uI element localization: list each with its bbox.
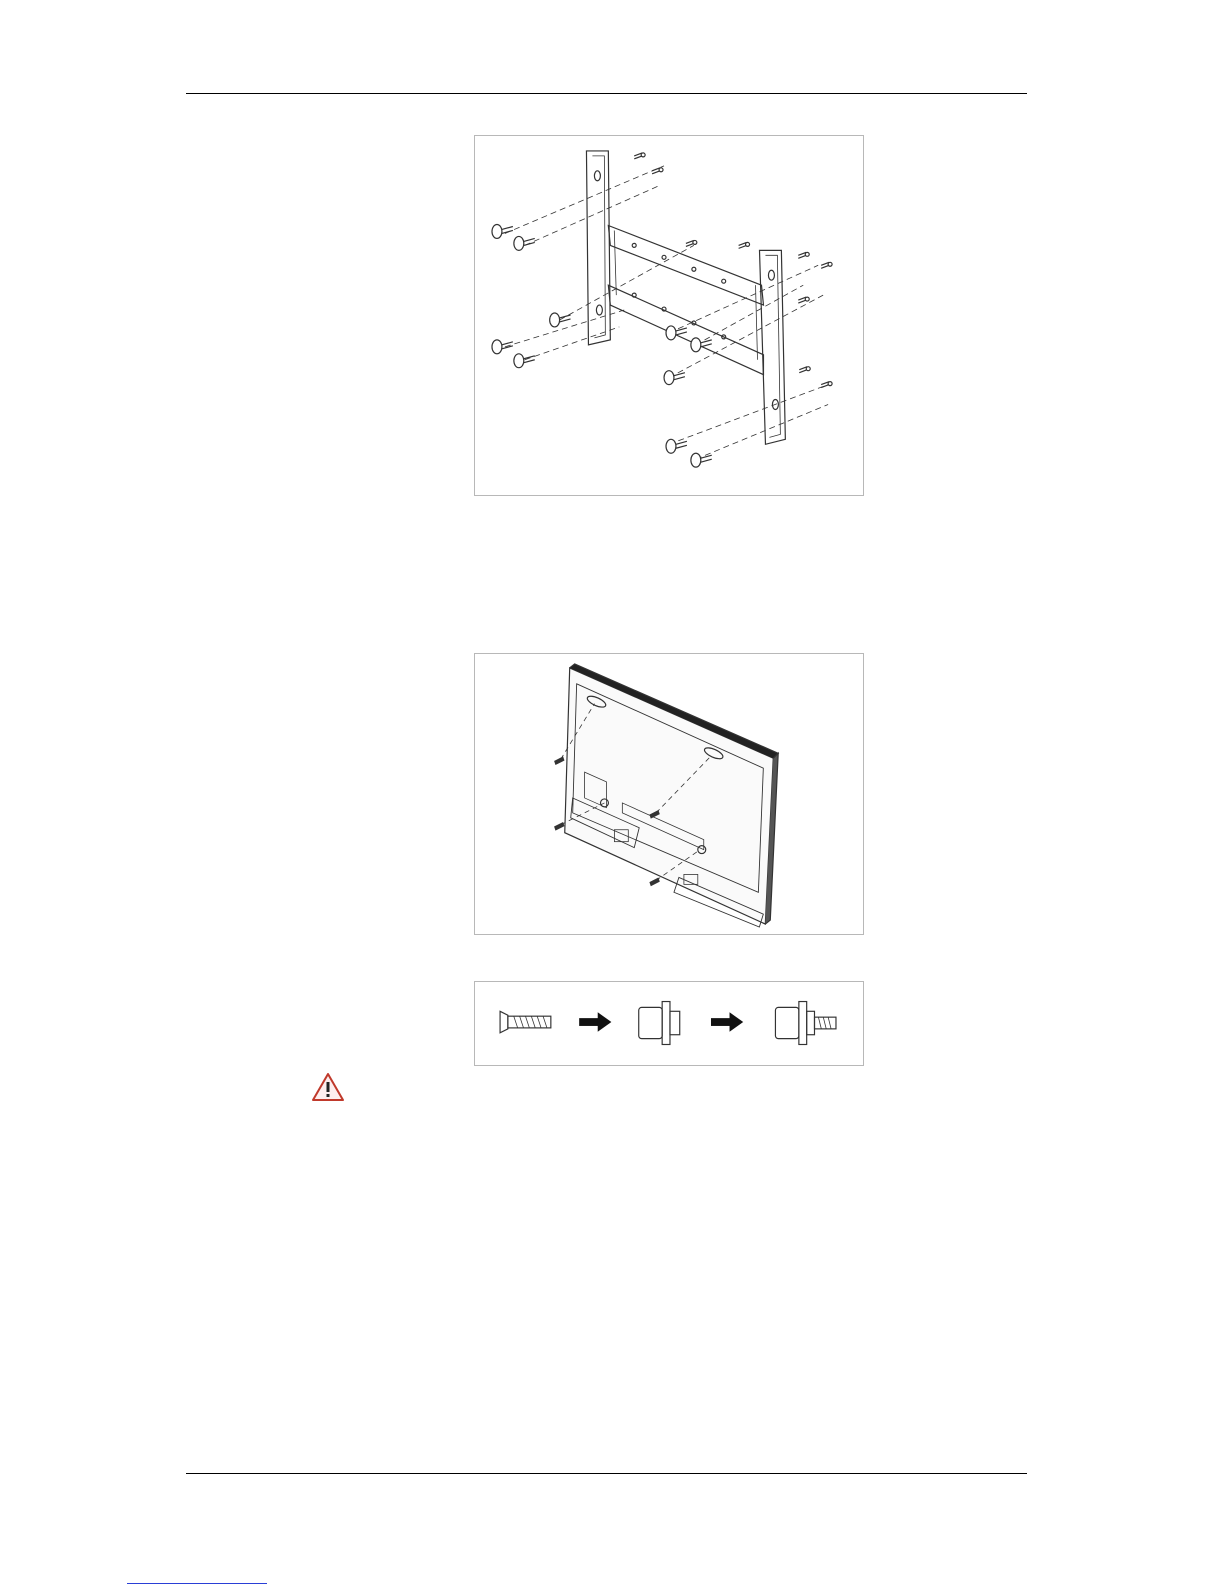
screw-sequence-figure — [474, 981, 864, 1066]
arrow-right-icon — [711, 1012, 743, 1032]
wall-mount-bracket-icon — [475, 136, 863, 495]
wall-bracket-figure — [474, 135, 864, 496]
spacer-icon — [639, 1002, 680, 1045]
screw-sequence-icon — [475, 982, 863, 1065]
header-rule — [186, 93, 1027, 94]
monitor-rear-figure — [474, 653, 864, 935]
spacer-with-screw-icon — [775, 1002, 836, 1045]
arrow-right-icon — [579, 1012, 611, 1032]
footer-rule — [186, 1473, 1027, 1474]
footer-link[interactable] — [127, 1572, 267, 1584]
monitor-rear-icon — [475, 654, 863, 934]
warning-triangle-icon — [311, 1071, 345, 1103]
screw-icon — [500, 1011, 551, 1032]
